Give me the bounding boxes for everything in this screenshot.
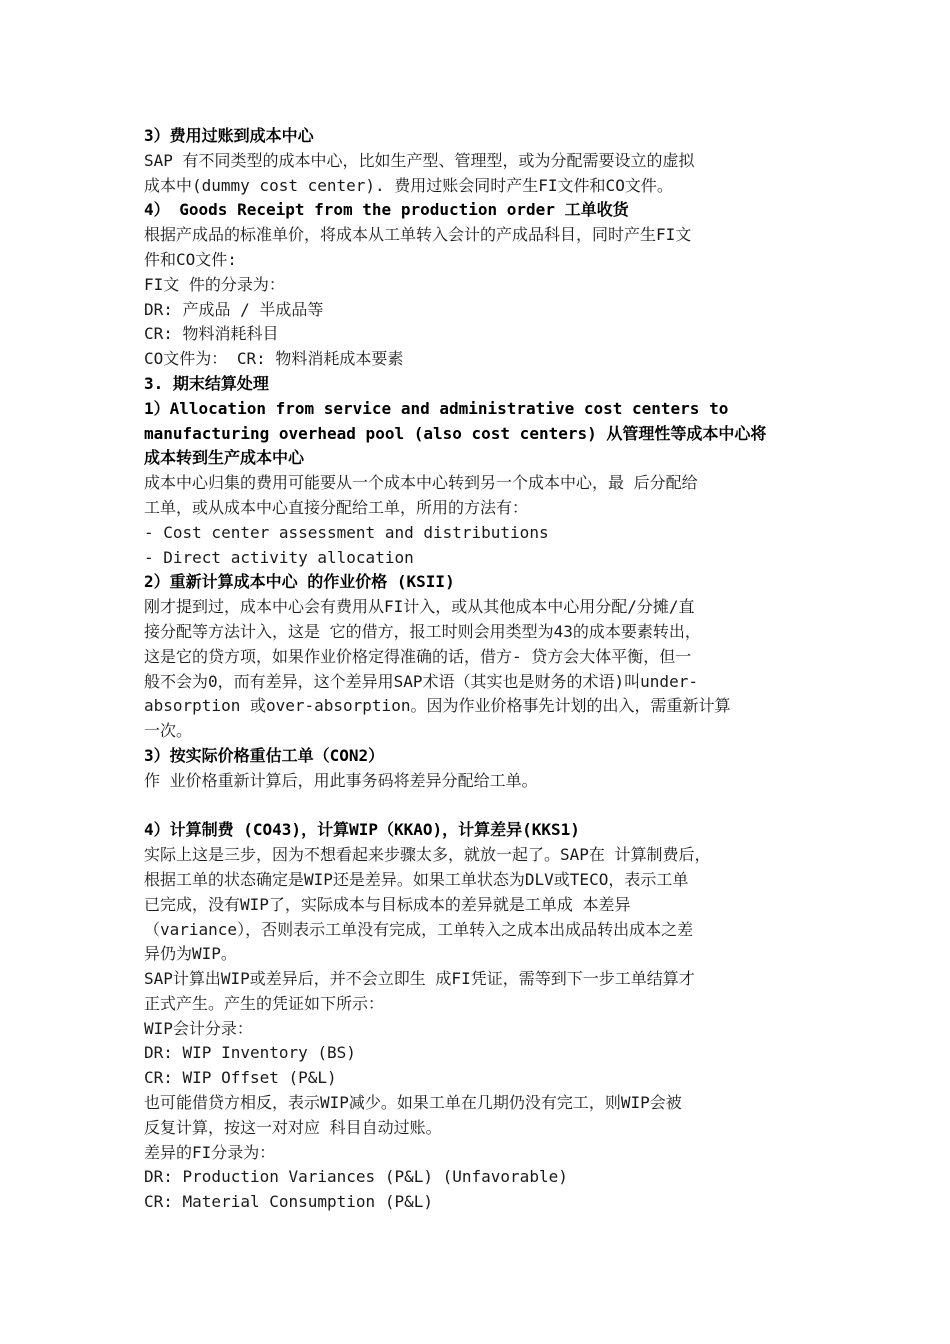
text-line: - Direct activity allocation: [144, 547, 414, 567]
heading-line: 4） Goods Receipt from the production order 工单收货: [144, 200, 629, 220]
text-line: 也可能借贷方相反，表示WIP减少。如果工单在几期仍没有完工，则WIP会被: [144, 1093, 682, 1113]
text-line: 件和CO文件:: [144, 249, 237, 269]
text-line: DR: WIP Inventory (BS): [144, 1043, 356, 1063]
text-line: absorption 或over-absorption。因为作业价格事先计划的出入，需重新计算: [144, 696, 731, 716]
heading-line: 成本转到生产成本中心: [144, 448, 305, 468]
text-line: SAP 有不同类型的成本中心，比如生产型、管理型，或为分配需要设立的虚拟: [144, 150, 695, 170]
text-line: 反复计算，按这一对对应 科目自动过账。: [144, 1117, 442, 1137]
text-line: 一次。: [144, 721, 193, 741]
text-line: - Cost center assessment and distributions: [144, 522, 549, 542]
text-line: 根据工单的状态确定是WIP还是差异。如果工单状态为DLV或TECO，表示工单: [144, 869, 689, 889]
heading-line: 3. 期末结算处理: [144, 373, 269, 393]
text-line: 接分配等方法计入，这是 它的借方，报工时则会用类型为43的成本要素转出，: [144, 621, 701, 641]
text-line: 工单，或从成本中心直接分配给工单，所用的方法有：: [144, 497, 529, 517]
text-line: 般不会为0，而有差异，这个差异用SAP术语（其实也是财务的术语)叫under-: [144, 671, 698, 691]
text-line: 这是它的贷方项，如果作业价格定得准确的话，借方- 贷方会大体平衡，但一: [144, 646, 692, 666]
text-line: DR: 产成品 / 半成品等: [144, 299, 324, 319]
heading-line: 1）Allocation from service and administrative cost centers to: [144, 398, 729, 418]
text-line: 根据产成品的标准单价，将成本从工单转入会计的产成品科目，同时产生FI文: [144, 225, 692, 245]
text-line: 成本中心归集的费用可能要从一个成本中心转到另一个成本中心，最 后分配给: [144, 473, 698, 493]
text-line: 成本中(dummy cost center). 费用过账会同时产生FI文件和CO文件。: [144, 175, 673, 195]
document-body: [144, 124, 816, 1215]
blank-line: [144, 794, 816, 819]
heading-line: manufacturing overhead pool (also cost centers) 从管理性等成本中心将: [144, 423, 767, 443]
heading-line: 4）计算制费 (CO43)，计算WIP（KKAO)，计算差异(KKS1): [144, 820, 580, 840]
heading-line: 3）按实际价格重估工单（CON2）: [144, 745, 385, 765]
heading-line: 2）重新计算成本中心 的作业价格 (KSII): [144, 572, 455, 592]
text-line: FI文 件的分录为：: [144, 274, 285, 294]
text-line: CO文件为： CR: 物料消耗成本要素: [144, 349, 404, 369]
text-line: CR: Material Consumption (P&L): [144, 1192, 433, 1212]
text-line: 作 业价格重新计算后，用此事务码将差异分配给工单。: [144, 770, 538, 790]
text-line: 刚才提到过，成本中心会有费用从FI计入，或从其他成本中心用分配/分摊/直: [144, 597, 695, 617]
text-line: CR: WIP Offset (P&L): [144, 1068, 337, 1088]
text-line: 已完成，没有WIP了，实际成本与目标成本的差异就是工单成 本差异: [144, 894, 631, 914]
text-line: 正式产生。产生的凭证如下所示：: [144, 993, 385, 1013]
text-line: （variance），否则表示工单没有完成，工单转入之成本出成品转出成本之差: [144, 919, 694, 939]
text-line: DR: Production Variances (P&L) (Unfavorable): [144, 1167, 568, 1187]
text-line: 差异的FI分录为：: [144, 1142, 276, 1162]
text-line: CR: 物料消耗科目: [144, 324, 279, 344]
text-line: 异仍为WIP。: [144, 944, 237, 964]
text-line: SAP计算出WIP或差异后，并不会立即生 成FI凭证，需等到下一步工单结算才: [144, 969, 695, 989]
text-line: 实际上这是三步，因为不想看起来步骤太多，就放一起了。SAP在 计算制费后，: [144, 845, 711, 865]
heading-line: 3）费用过账到成本中心: [144, 126, 314, 145]
text-line: WIP会计分录：: [144, 1018, 253, 1038]
